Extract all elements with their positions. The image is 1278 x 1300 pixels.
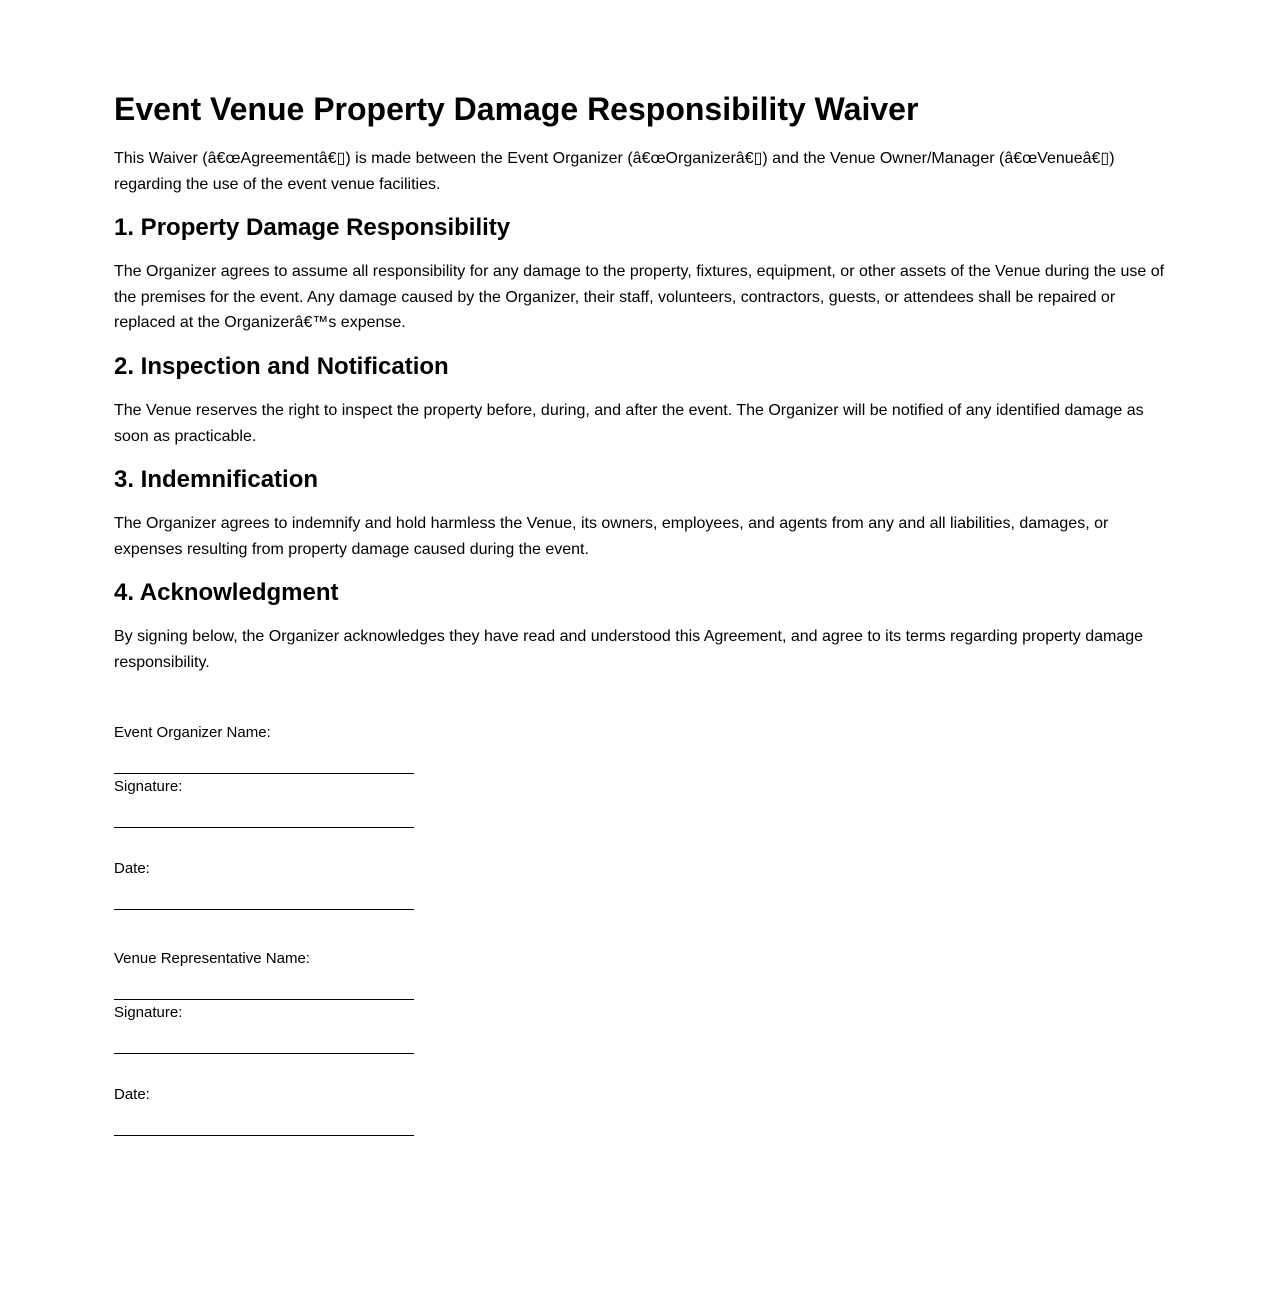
section-heading-indemnification: 3. Indemnification [114,466,319,493]
venue-date-label: Date: [114,1086,150,1103]
venue-signature-label: Signature: [114,1004,183,1021]
organizer-date-label: Date: [114,860,150,877]
venue-date-line[interactable] [114,1135,414,1136]
section-heading-property-damage: 1. Property Damage Responsibility [114,214,511,241]
document-title: Event Venue Property Damage Responsibility Waiver [114,91,919,127]
section-heading-acknowledgment: 4. Acknowledgment [114,579,339,606]
section-body-property-damage: The Organizer agrees to assume all responsibility for any damage to the property, fixtures, equipment, or other assets of the Venue during the use of the premises for the event. Any damage caused by the Organizer, their staff, volunteers, contractors, guests, or attendees shall be repaired or replaced at the Organizerâ€™s expense. [114,263,1165,332]
organizer-date-line[interactable] [114,909,414,910]
section-body-acknowledgment: By signing below, the Organizer acknowledges they have read and understood this Agreement, and agree to its terms regarding property damage responsibility. [114,628,1144,671]
organizer-signature-line[interactable] [114,827,414,828]
section-body-indemnification: The Organizer agrees to indemnify and hold harmless the Venue, its owners, employees, and agents from any and all liabilities, damages, or expenses resulting from property damage caused during the event. [114,515,1109,558]
section-body-inspection: The Venue reserves the right to inspect the property before, during, and after the event. The Organizer will be notified of any identified damage as soon as practicable. [114,402,1144,445]
organizer-signature-label: Signature: [114,778,183,795]
organizer-name-label: Event Organizer Name: [114,724,271,741]
section-heading-inspection: 2. Inspection and Notification [114,353,449,380]
venue-signature-line[interactable] [114,1053,414,1054]
organizer-name-line[interactable] [114,773,414,774]
venue-rep-name-line[interactable] [114,999,414,1000]
intro-paragraph: This Waiver (â€œAgreementâ€▯) is made between the Event Organizer (â€œOrganizerâ€▯) and the Venue Owner/Manager (â€œVenueâ€▯) regarding the use of the event venue facilities. [114,150,1115,193]
venue-rep-name-label: Venue Representative Name: [114,950,310,967]
